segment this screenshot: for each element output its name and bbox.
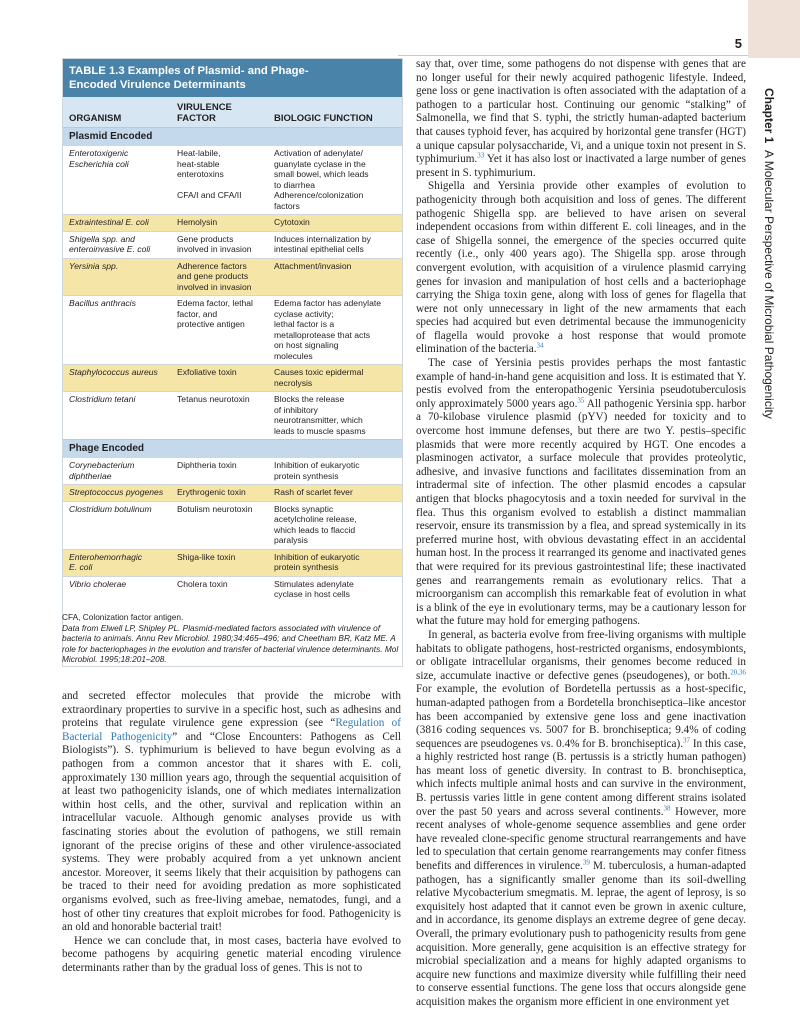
factor-cell: Tetanus neurotoxin	[177, 394, 250, 404]
table-row	[63, 214, 402, 231]
section-plasmid-encoded: Plasmid Encoded	[63, 127, 402, 145]
function-cell: Inhibition of eukaryotic protein synthesis	[274, 551, 360, 572]
ref-38[interactable]: 38	[663, 803, 671, 812]
function-cell: Activation of adenylate/ guanylate cyclase in the small bowel, which leads to diarrhea Adherence/colonization factors	[274, 148, 369, 211]
factor-cell: Cholera toxin	[177, 578, 228, 589]
ref-20-36[interactable]: 20,36	[730, 667, 746, 676]
table-note-source: Data from Elwell LP, Shipley PL. Plasmid-mediated factors associated with virulence of bacteria to animals. Annu Rev Microbiol. 1980;34:465–496; and Cheetham BR, Katz ME. A role for bacteriophages in the evolution and transfer of bacterial virulence determinants. Mol Microbiol. 1995;18:201–208.	[62, 622, 399, 664]
right-paragraph-2: Shigella and Yersinia provide other examples of evolution to pathogenicity through both acquisition and loss of genes. The different pathogenic Shigella spp. are believed to have arisen on several independent occasions from within different E. coli lineages, and in the case of Shigella sonnei, the emergence of the species occurred quite recently (i.e., only 400 years ago). The Shigella spp. arose through convergent evolution, with acquisition of a virulence plasmid carrying genes for invasion and manipulation of host cells and a bacteriophage carrying the Shiga toxin gene, along with loss of genes for flagella that were not only unnecessary in light of the new armaments that each species had acquired but even detrimental because the immunogenicity of flagella would provoke a host response that would promote elimination of the bacteria.$^{34}$	[416, 180, 746, 356]
table-notes	[62, 612, 401, 665]
function-cell: Rash of scarlet fever	[274, 487, 353, 497]
function-cell: Attachment/invasion	[274, 260, 352, 271]
factor-cell: Adherence factors and gene products involved in invasion	[177, 260, 252, 292]
factor-cell: Hemolysin	[177, 217, 218, 227]
function-cell: Edema factor has adenylate cyclase activity; lethal factor is a metalloprotease that acts on host signaling molecules	[274, 298, 382, 361]
organism-cell: Clostridium tetani	[69, 394, 136, 404]
organism-cell: Enterotoxigenic Escherichia coli	[69, 148, 129, 169]
organism-cell: Clostridium botulinum	[69, 503, 152, 514]
factor-cell: Heat-labile, heat-stable enterotoxins CFA/I and CFA/II	[177, 148, 242, 200]
page-number: 5	[734, 36, 742, 51]
function-cell: Causes toxic epidermal necrolysis	[274, 367, 364, 388]
chapter-label: Chapter 1	[762, 88, 776, 144]
plasmid-rows	[63, 145, 402, 439]
table-row	[63, 295, 402, 364]
ref-33[interactable]: 33	[477, 151, 485, 160]
factor-cell: Gene products involved in invasion	[177, 233, 252, 254]
function-cell: Inhibition of eukaryotic protein synthesis	[274, 460, 360, 481]
right-column-text	[416, 58, 746, 1010]
organism-cell: Bacillus anthracis	[69, 298, 136, 308]
running-header	[762, 88, 794, 419]
ref-34[interactable]: 34	[536, 341, 544, 350]
table-row	[63, 391, 402, 439]
table-row	[63, 364, 402, 391]
table-row	[63, 231, 402, 258]
factor-cell: Diphtheria toxin	[177, 460, 237, 470]
left-column-text	[62, 690, 401, 975]
organism-cell: Yersinia spp.	[69, 260, 119, 271]
page-corner-tab	[748, 0, 800, 58]
table-row	[63, 484, 402, 501]
table-row	[63, 501, 402, 549]
ref-37[interactable]: 37	[683, 735, 691, 744]
table-title-line2: Encoded Virulence Determinants	[69, 79, 246, 91]
function-cell: Blocks the release of inhibitory neurotransmitter, which leads to muscle spasms	[274, 394, 366, 436]
table-note-abbrev: CFA, Colonization factor antigen.	[62, 612, 184, 622]
table-row	[63, 576, 402, 603]
factor-cell: Shiga-like toxin	[177, 551, 236, 562]
chapter-title: A Molecular Perspective of Microbial Pathogenicity	[762, 150, 776, 419]
ref-39[interactable]: 39	[582, 858, 590, 867]
table-1-3	[62, 58, 403, 667]
left-paragraph-2: Hence we can conclude that, in most cases, bacteria have evolved to become pathogens by acquiring genetic material encoding virulence determinants rather than by the gradual loss of genes. This is not to	[62, 934, 401, 974]
table-header-row	[63, 97, 402, 127]
factor-cell: Edema factor, lethal factor, and protective antigen	[177, 298, 253, 329]
factor-cell: Botulism neurotoxin	[177, 503, 253, 514]
organism-cell: Enterohemorrhagic E. coli	[69, 551, 143, 572]
table-row	[63, 457, 402, 484]
col-header-organism: ORGANISM	[69, 113, 122, 124]
organism-cell: Streptococcus pyogenes	[69, 487, 164, 497]
ref-35[interactable]: 35	[577, 396, 585, 405]
right-paragraph-4: In general, as bacteria evolve from free-living organisms with multiple habitats to obligate pathogens, host-restricted organisms, endosymbionts, or obligate intracellular organisms, their genomes become reduced in size, accumulate inactive or defective genes (pseudogenes), or both.$^{20,36}$ For example, the evolution of Bordetella pertussis as a host-specific, human-adapted pathogen from a Bordetella bronchiseptica–like ancestor has been accompanied by extensive gene loss and gene inactivation (3816 coding sequences vs. 5007 for B. bronchiseptica; 9.4% of coding sequences are pseudogenes vs. 0.4% for B. bronchiseptica).$^{37}$ In this case, a highly restricted host range (B. pertussis is a strictly human pathogen) has meant loss of genetic diversity. In contrast to B. bronchiseptica, which infects multiple animal hosts and can survive in the environment, B. pertussis varies little in gene content among different strains isolated over the past 50 years and across several continents.$^{38}$ However, more recent analyses of whole-genome sequence assemblies and gene order have revealed clone-specific genome structural rearrangements and have led to speculation that certain genome rearrangements may confer fitness benefits and differences in virulence.$^{39}$ M. tuberculosis, a human-adapted pathogen, has a significantly smaller genome than its soil-dwelling relative Mycobacterium smegmatis. M. leprae, the agent of leprosy, is so exquisitely host adapted that it cannot even be grown in axenic culture, and in accordance, its genome displays an extreme degree of gene decay. Overall, the primary evolutionary push to pathogenicity results from gene acquisition. More generally, gene acquisition is an effective strategy for microbial specialization and a means for highly adapted organisms to acquire new functions and maximize diversity while fulfilling their need to conserve essential functions. The gene loss that occurs alongside gene acquisition makes the organism more efficient in one environment yet	[416, 628, 746, 1008]
function-cell: Stimulates adenylate cyclase in host cells	[274, 578, 354, 599]
col-header-factor: FACTOR	[177, 113, 216, 124]
factor-cell: Exfoliative toxin	[177, 367, 237, 377]
factor-cell: Erythrogenic toxin	[177, 487, 246, 497]
phage-rows	[63, 457, 402, 603]
table-title	[63, 59, 402, 97]
col-header-function: BIOLOGIC FUNCTION	[274, 113, 373, 124]
table-row	[63, 258, 402, 296]
organism-cell: Corynebacterium diphtheriae	[69, 460, 135, 481]
table-row	[63, 145, 402, 214]
right-paragraph-3: The case of Yersinia pestis provides perhaps the most fantastic example of hand-in-hand gene acquisition and loss. It is estimated that Y. pestis evolved from the enteropathogenic Yersinia pseudotuberculosis only approximately 5000 years ago.$^{35}$ All pathogenic Yersinia spp. harbor a 70-kilobase virulence plasmid (pYV) needed for toxicity and to overcome host immune defenses, but there are two Y. pestis–specific plasmids that were more recently acquired by HGT. One encodes a plasminogen activator, a surface molecule that provides proteolytic, adhesive, and invasive functions and facilitates dissemination from an intradermal site of infection. The other plasmid encodes a capsular antigen that blocks phagocytosis and a toxin needed for survival in the flea. Thus this organism evolved to establish a distinct mammalian reservoir, ensure its transmission by a flea, and spread systemically in its preferred murine host, with obvious devastating effect in an accidental human host. In the process it rearranged its genome and inactivated genes that were required for its previous gastrointestinal life; these inactivated genes and rearrangements remain as evolutionary relics. That a microorganism can accomplish this remarkable feat of evolution in what is a blink of the eye in evolutionary terms, may be a cautionary lesson for what the future may hold for emerging pathogens.	[416, 357, 746, 628]
organism-cell: Staphylococcus aureus	[69, 367, 158, 377]
table-row	[63, 549, 402, 576]
function-cell: Induces internalization by intestinal epithelial cells	[274, 233, 371, 254]
right-paragraph-1: say that, over time, some pathogens do not dispense with genes that are no longer useful for their newly acquired pathogenic lifestyle. Indeed, gene loss or gene inactivation is often associated with the adaptation of a pathogen to a particular host. Continuing our genomic “stalking” of Salmonella, we find that S. typhi, the strictly human-adapted bacterium that causes typhoid fever, has acquired by horizontal gene transfer (HGT) a unique capsular polysaccharide, Vi, and a unique toxin not present in S. typhimurium.$^{33}$ Yet it has also lost or inactivated a large number of genes present in S. typhimurium.	[416, 58, 746, 179]
function-cell: Blocks synaptic acetylcholine release, which leads to flaccid paralysis	[274, 503, 357, 545]
organism-cell: Vibrio cholerae	[69, 578, 127, 589]
section-phage-encoded: Phage Encoded	[63, 439, 402, 457]
section-link[interactable]: Regulation of Bacterial Pathogenicity	[62, 717, 401, 743]
col-header-virulence: VIRULENCE	[177, 102, 232, 113]
table-title-line1: TABLE 1.3 Examples of Plasmid- and Phage-	[69, 65, 309, 77]
function-cell: Cytotoxin	[274, 217, 310, 227]
organism-cell: Shigella spp. and enteroinvasive E. coli	[69, 233, 151, 254]
left-paragraph-1: and secreted effector molecules that provide the microbe with extraordinary properties to survive in a specific host, such as adhesins and proteins that regulate virulence gene expression (see “Regulation of Bacterial Pathogenicity” and “Close Encounters: Pathogens as Cell Biologists”). S. typhimurium is believed to have begun evolving as a pathogen from a common ancestor that it shares with E. coli, approximately 130 million years ago, through the sequential acquisition of at least two pathogenicity islands, one of which mediates internalization within host cells, and the other, survival and replication within an intracellular vacuole. Although genomic analyses provide us with fascinating stories about the evolution of pathogens, we still remain ignorant of the precise origins of these and other virulence-associated systems. They were probably acquired from a yet unknown ancient ancestor. Moreover, it seems likely that their acquisition by pathogens can be traced to their need for avoiding predation as more sophisticated organisms evolved, such as free-living amebae, nematodes, fungi, and a host of other tiny creatures that exploit microbes for food. Pathogenicity is an old and honorable bacterial trait!	[62, 690, 401, 934]
organism-cell: Extraintestinal E. coli	[69, 217, 149, 227]
header-rule	[398, 55, 748, 56]
